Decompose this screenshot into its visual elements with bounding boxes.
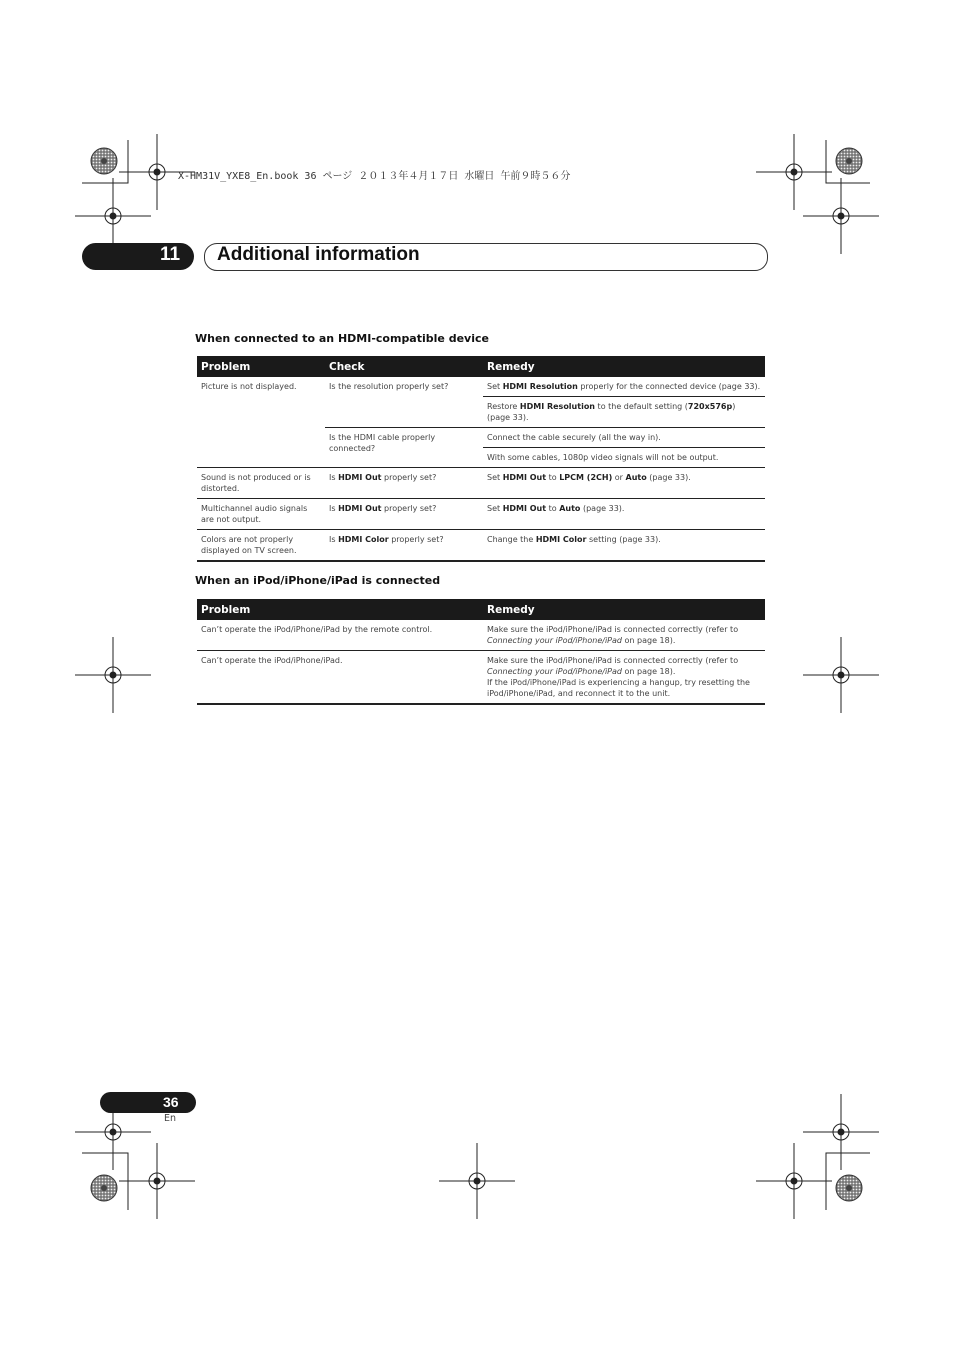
problem-cell: Picture is not displayed. — [201, 382, 297, 391]
color-wheel-icon — [836, 1175, 862, 1201]
check-cell: Is HDMI Color properly set? — [325, 530, 483, 562]
check-cell: Is the resolution properly set? — [329, 382, 449, 391]
crosshair-icon — [803, 178, 879, 254]
check-cell: Is HDMI Out properly set? — [325, 468, 483, 499]
check-cell: Is HDMI Out properly set? — [325, 499, 483, 530]
problem-cell: Can’t operate the iPod/iPhone/iPad by the remote control. — [201, 625, 433, 634]
remedy-cell: Make sure the iPod/iPhone/iPad is connected correctly (refer to Connecting your iPod/iPhone/iPad on page 18). If the iPod/iPhone/iPad is experiencing a hangup, try resetting the iPod/iPhone/iPad, and reconnect it to the unit. — [483, 651, 765, 705]
color-wheel-icon — [91, 148, 117, 174]
table-row — [197, 468, 765, 499]
remedy-cell: Set HDMI Resolution properly for the connected device (page 33). — [487, 382, 761, 391]
chapter-number: 11 — [160, 244, 181, 265]
check-cell: Is the HDMI cable properly connected? — [325, 428, 483, 468]
table-row — [197, 620, 765, 651]
ipod-section-title: When an iPod/iPhone/iPad is connected — [195, 574, 441, 587]
remedy-cell: Change the HDMI Color setting (page 33). — [483, 530, 765, 562]
problem-cell: Multichannel audio signals are not output. — [197, 499, 325, 530]
color-wheel-icon — [836, 148, 862, 174]
header-remedy: Remedy — [483, 356, 765, 377]
crosshair-icon — [439, 1143, 515, 1219]
ipod-troubleshooting-table — [197, 599, 765, 705]
page-number: 36 — [163, 1094, 179, 1110]
hdmi-troubleshooting-table — [197, 356, 765, 562]
remedy-cell: Set HDMI Out to LPCM (2CH) or Auto (page 33). — [483, 468, 765, 499]
color-wheel-icon — [91, 1175, 117, 1201]
table-row — [197, 499, 765, 530]
hdmi-section-title: When connected to an HDMI-compatible device — [195, 332, 489, 345]
remedy-cell: Set HDMI Out to Auto (page 33). — [483, 499, 765, 530]
page-number-pill — [100, 1092, 196, 1113]
table-row — [197, 377, 765, 397]
crosshair-icon — [803, 637, 879, 713]
table-row — [197, 651, 765, 705]
problem-cell: Colors are not properly displayed on TV screen. — [197, 530, 325, 562]
print-header: X-HM31V_YXE8_En.book 36 ページ ２０１３年４月１７日 水曜日 午前９時５６分 — [178, 171, 571, 182]
crosshair-icon — [756, 134, 832, 210]
remedy-cell: Restore HDMI Resolution to the default setting (720x576p) (page 33). — [483, 397, 765, 428]
remedy-cell: Make sure the iPod/iPhone/iPad is connected correctly (refer to Connecting your iPod/iPhone/iPad on page 18). — [487, 625, 739, 645]
problem-cell: Can’t operate the iPod/iPhone/iPad. — [197, 651, 483, 705]
table-row — [197, 530, 765, 562]
crosshair-icon — [803, 1094, 879, 1170]
header-check: Check — [325, 356, 483, 377]
remedy-cell: Connect the cable securely (all the way in). — [483, 428, 765, 448]
crosshair-icon — [756, 1143, 832, 1219]
page-language: En — [164, 1113, 177, 1124]
remedy-cell: With some cables, 1080p video signals will not be output. — [483, 448, 765, 468]
problem-cell: Sound is not produced or is distorted. — [197, 468, 325, 499]
header-remedy: Remedy — [483, 599, 765, 620]
chapter-title: Additional information — [217, 244, 420, 265]
header-problem: Problem — [197, 356, 325, 377]
header-problem: Problem — [197, 599, 483, 620]
crosshair-icon — [119, 1143, 195, 1219]
crosshair-icon — [75, 637, 151, 713]
